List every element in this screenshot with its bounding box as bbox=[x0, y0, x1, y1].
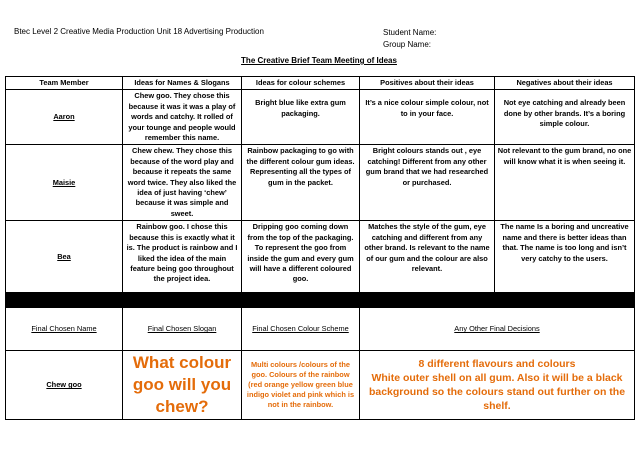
final-row bbox=[6, 351, 635, 420]
column-header: Negatives about their ideas bbox=[495, 77, 635, 90]
final-other-header-label: Any Other Final Decisions bbox=[454, 324, 540, 334]
course-title: Btec Level 2 Creative Media Production Unit 18 Advertising Production bbox=[14, 27, 264, 36]
final-name-header bbox=[6, 308, 123, 351]
final-other-line2: White outer shell on all gum. Also it will be a black background so the colours stand out further on the shelf. bbox=[368, 372, 626, 413]
idea-cell: Chew goo. They chose this because it was it was a play of words and catchy. It rolled of your tounge and people would remember this name. bbox=[123, 90, 242, 145]
idea-cell: Chew chew. They chose this because of the word play and because it repeats the same word twice. They also liked the idea of just having ‘chew’ because it was simple and sweet. bbox=[123, 145, 242, 221]
divider-row bbox=[6, 293, 635, 308]
column-header: Positives about their ideas bbox=[360, 77, 495, 90]
table-row bbox=[6, 90, 635, 145]
negatives-cell: Not eye catching and already been done by other brands. It’s a boring simple colour. bbox=[495, 90, 635, 145]
group-name-label: Group Name: bbox=[383, 39, 432, 49]
final-name: Chew goo bbox=[6, 351, 123, 420]
final-other-header bbox=[360, 308, 635, 351]
member-name: Bea bbox=[6, 221, 123, 293]
final-slogan-header-label: Final Chosen Slogan bbox=[147, 324, 217, 334]
member-name: Aaron bbox=[6, 90, 123, 145]
negatives-cell: The name Is a boring and uncreative name and there is better ideas than that. The name is too long and isn’t very catchy to the users. bbox=[495, 221, 635, 293]
member-name: Maisie bbox=[6, 145, 123, 221]
table-header-row bbox=[6, 77, 635, 90]
final-colour-header bbox=[242, 308, 360, 351]
colour-cell: Rainbow packaging to go with the different colour gum ideas. Representing all the types of gum in the packet. bbox=[242, 145, 360, 221]
idea-cell: Rainbow goo. I chose this because this is exactly what it is. The product is rainbow and I liked the idea of the main feature being goo throughout the project idea. bbox=[123, 221, 242, 293]
colour-cell: Bright blue like extra gum packaging. bbox=[242, 90, 360, 145]
column-header: Ideas for Names & Slogans bbox=[123, 77, 242, 90]
final-other-line1: 8 different flavours and colours bbox=[418, 358, 576, 371]
final-colour-header-label: Final Chosen Colour Scheme bbox=[252, 324, 349, 334]
column-header: Ideas for colour schemes bbox=[242, 77, 360, 90]
table-row bbox=[6, 221, 635, 293]
final-colour-scheme: Multi colours /colours of the goo. Colours of the rainbow (red orange yellow green blue indigo violet and pink which is not in the rainbow. bbox=[242, 351, 360, 420]
student-name-label: Student Name: bbox=[383, 28, 437, 37]
colour-cell: Dripping goo coming down from the top of the packaging. To represent the goo from inside the gum and every gum will have a different coloured goo. bbox=[242, 221, 360, 293]
negatives-cell: Not relevant to the gum brand, no one will know what it is when seeing it. bbox=[495, 145, 635, 221]
meeting-table bbox=[5, 76, 635, 420]
final-other-decisions bbox=[360, 351, 635, 420]
divider-bar bbox=[6, 293, 635, 308]
positives-cell: It’s a nice colour simple colour, not to in your face. bbox=[360, 90, 495, 145]
final-slogan: What colour goo will you chew? bbox=[123, 351, 242, 420]
column-header: Team Member bbox=[6, 77, 123, 90]
final-header-row bbox=[6, 308, 635, 351]
final-name-header-label: Final Chosen Name bbox=[31, 324, 97, 334]
positives-cell: Matches the style of the gum, eye catching and different from any other brand. Is relevant to the name of our gum and the colour are also relevant. bbox=[360, 221, 495, 293]
positives-cell: Bright colours stands out , eye catching! Different from any other gum brand that we had researched or purchased. bbox=[360, 145, 495, 221]
page-title: The Creative Brief Team Meeting of Ideas bbox=[241, 56, 397, 65]
final-slogan-header bbox=[123, 308, 242, 351]
table-row bbox=[6, 145, 635, 221]
student-info bbox=[383, 27, 436, 50]
